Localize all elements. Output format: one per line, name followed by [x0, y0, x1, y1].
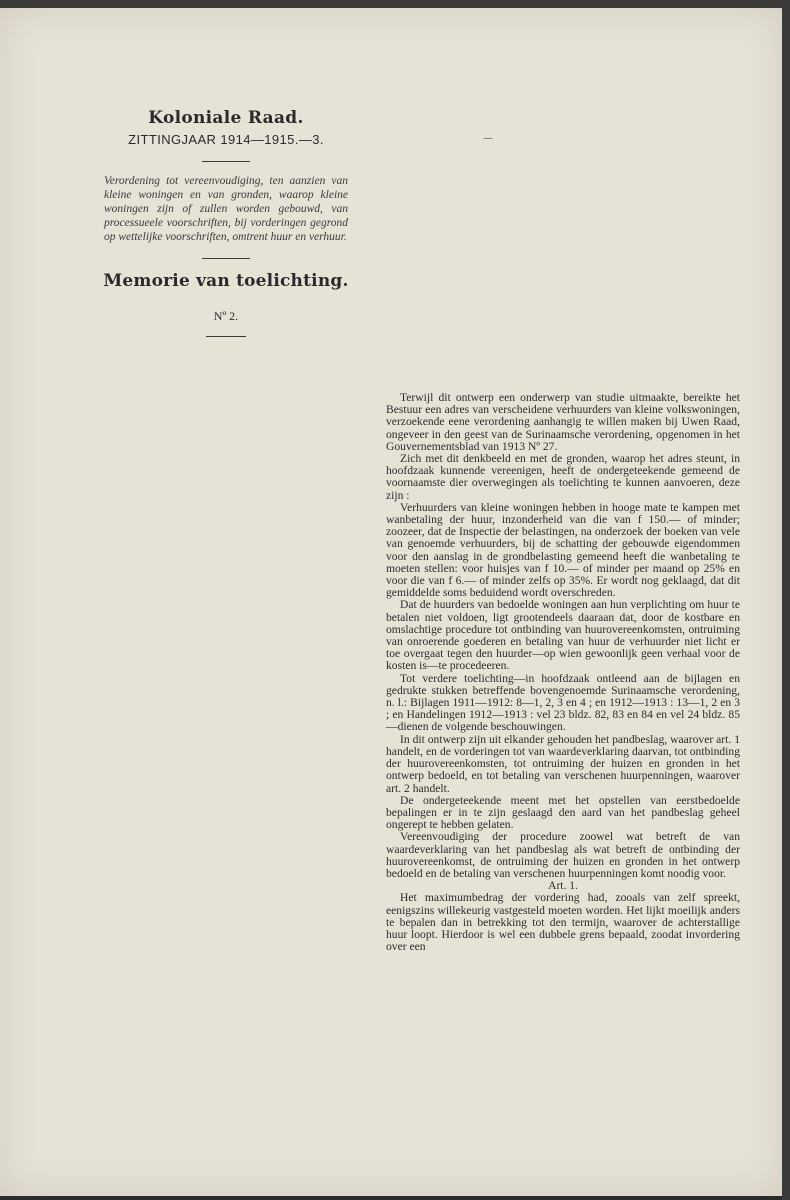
body-paragraph: Zich met dit denkbeeld en met de gronden, waarop het adres steunt, in hoofdzaak kunnende vereenigen, heeft de ondergeteekende gemeend de voornaamste dier overwegingen als toelichting te kunnen aanvoeren, deze zijn : — [386, 452, 740, 502]
memo-title: Memorie van toelichting. — [103, 271, 349, 291]
article-paragraph: Het maximumbedrag der vordering had, zooals van zelf spreekt, eenigszins willekeurig vastgesteld moeten worden. Het lijkt moeilijk anders te bepalen dan in betrekking tot den termijn, waarover de achterstallige huur loopt. Hierdoor is wel een dubbele grens bepaald, zoodat invordering over een — [386, 891, 740, 954]
body-paragraph: Vereenvoudiging der procedure zoowel wat betreft de van waardeverklaring van het pandbeslag als wat betreft de ontbinding der huurovereenkomst, de ontruiming der huizen en gronden in het ontwerp bedoeld en de betaling van verschenen huurpenningen komt noodig voor. — [386, 830, 740, 880]
body-paragraph: Verhuurders van kleine woningen hebben in hooge mate te kampen met wanbetaling der huur, inzonderheid van die van f 150.— of minder; zoozeer, dat de Inspectie der belastingen, na onderzoek der boeken van vele van genoemde verhuurders, bij de schatting der gebouwde eigendommen voor den aanslag in de grondbelasting gemeend heeft die wanbetaling te moeten stellen: voor huisjes van f 10.— of minder per maand op 25% en voor die van f 6.— of minder zelfs op 35%. Er wordt nog geklaagd, dat dit gemiddelde soms beduidend wordt overschreden. — [386, 500, 740, 600]
body-paragraph: In dit ontwerp zijn uit elkander gehouden het pandbeslag, waarover art. 1 handelt, en de vorderingen tot van waardeverklaring daarvan, tot ontbinding der huurovereenkomsten, tot ontruiming der huizen en gronden in het ontwerp bedoeld, en tot betaling van verschenen huurpenningen, waarover art. 2 handelt. — [386, 732, 740, 795]
margin-mark: — — [483, 133, 493, 144]
ordinance-subject: Verordening tot vereenvoudiging, ten aanzien van kleine woningen en van gronden, waarop kleine woningen zijn of zullen worden gebouwd, van processueele voorschriften, bij vorderingen gegrond op wettelijke voorschriften, omtrent huur en verhuur. — [104, 175, 348, 243]
scan-right-edge — [782, 0, 790, 1200]
article-heading: Art. 1. — [548, 880, 578, 893]
body-text — [386, 392, 740, 953]
number-divider — [206, 336, 246, 337]
document-number: Nº 2. — [213, 309, 239, 323]
header-divider — [202, 161, 250, 162]
body-paragraph: Dat de huurders van bedoelde woningen aan hun verplichting om huur te betalen niet voldoen, ligt grootendeels daaraan dat, door de kostbare en omslachtige procedure tot ontbinding van huurovereenkomsten, ontruiming van onroerende goederen en betaling van huur de verhuurder niet licht er toe overgaat tegen den huurder—op wien gewoonlijk geen verhaal voor de kosten is—te procedeeren. — [386, 598, 740, 673]
body-paragraph: Terwijl dit ontwerp een onderwerp van studie uitmaakte, bereikte het Bestuur een adres van verscheidene verhuurders van kleine volkswoningen, verzoekende eene verordening aanhangig te willen maken bij Uwen Raad, ongeveer in den geest van de Surinaamsche verordening, opgenomen in het Gouvernementsblad van 1913 Nº 27. — [386, 391, 740, 453]
body-paragraph: De ondergeteekende meent met het opstellen van eerstbedoelde bepalingen er in te zijn geslaagd den aard van het pandbeslag geheel ongerept te hebben gelaten. — [386, 793, 740, 832]
body-paragraph: Tot verdere toelichting—in hoofdzaak ontleend aan de bijlagen en gedrukte stukken betreffende bovengenoemde Surinaamsche verordening, n. l.: Bijlagen 1911—1912: 8—1, 2, 3 en 4 ; en 1912—1913 : 13—1, 2 en 3 ; en Handelingen 1912—1913 : vel 23 bldz. 82, 83 en 84 en vel 24 bldz. 85—dienen de volgende beschouwingen. — [386, 671, 740, 734]
session-line: ZITTINGJAAR 1914—1915.—3. — [128, 132, 324, 147]
scan-top-edge — [0, 0, 782, 8]
header-divider-2 — [202, 258, 250, 259]
council-title: Koloniale Raad. — [148, 108, 304, 128]
document-page — [0, 8, 782, 1196]
document-header — [96, 108, 356, 337]
